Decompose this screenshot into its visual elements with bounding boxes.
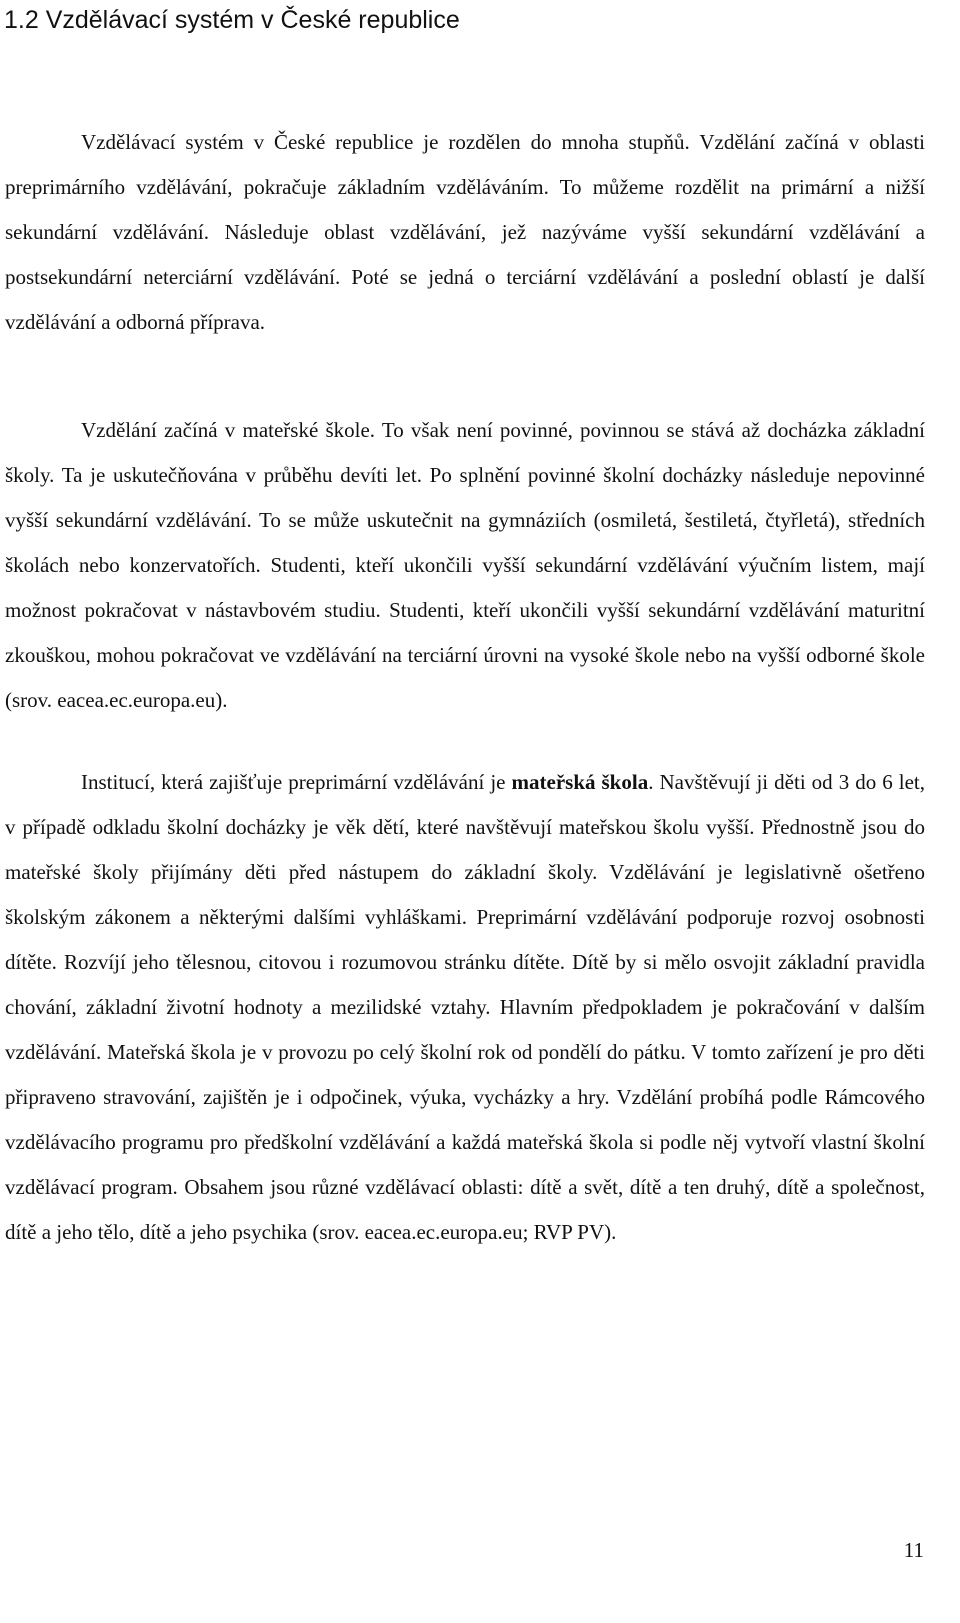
section-heading: 1.2 Vzdělávací systém v České republice [4, 6, 460, 34]
paragraph-school-stages: Vzdělání začíná v mateřské škole. To však není povinné, povinnou se stává až docházka základní školy. Ta je uskutečňována v průběhu devíti let. Po splnění povinné školní docházky následuje nepovinné vyšší sekundární vzdělávání. To se může uskutečnit na gymnáziích (osmiletá, šestiletá, čtyřletá), středních školách nebo konzervatořích. Studenti, kteří ukončili vyšší sekundární vzdělávání výučním listem, mají možnost pokračovat v nástavbovém studiu. Studenti, kteří ukončili vyšší sekundární vzdělávání maturitní zkouškou, mohou pokračovat ve vzdělávání na terciární úrovni na vysoké škole nebo na vyšší odborné škole (srov. eacea.ec.europa.eu). [5, 418, 925, 712]
page-number: 11 [903, 1538, 924, 1562]
paragraph-kindergarten-body: . Navštěvují ji děti od 3 do 6 let, v případě odkladu školní docházky je věk dětí, které navštěvují mateřskou školu vyšší. Přednostně jsou do mateřské školy přijímány děti před nástupem do základní školy. Vzdělávání je legislativně ošetřeno školským zákonem a některými dalšími vyhláškami. Preprimární vzdělávání podporuje rozvoj osobnosti dítěte. Rozvíjí jeho tělesnou, citovou i rozumovou stránku dítěte. Dítě by si mělo osvojit základní pravidla chování, základní životní hodnoty a mezilidské vztahy. Hlavním předpokladem je pokračování v dalším vzdělávání. Mateřská škola je v provozu po celý školní rok od pondělí do pátku. V tomto zařízení je pro děti připraveno stravování, zajištěn je i odpočinek, výuka, vycházky a hry. Vzdělání probíhá podle Rámcového vzdělávacího programu pro předškolní vzdělávání a každá mateřská škola si podle něj vytvoří vlastní školní vzdělávací program. Obsahem jsou různé vzdělávací oblasti: dítě a svět, dítě a ten druhý, dítě a společnost, dítě a jeho tělo, dítě a jeho psychika (srov. eacea.ec.europa.eu; RVP PV). [5, 770, 925, 1244]
paragraph-kindergarten-intro: Institucí, která zajišťuje preprimární vzdělávání je [81, 770, 512, 794]
kindergarten-term: mateřská škola [511, 770, 649, 794]
paragraph-kindergarten [5, 760, 925, 1255]
paragraph-education-system-overview: Vzdělávací systém v České republice je rozdělen do mnoha stupňů. Vzdělání začíná v oblasti preprimárního vzdělávání, pokračuje základním vzděláváním. To můžeme rozdělit na primární a nižší sekundární vzdělávání. Následuje oblast vzdělávání, jež nazýváme vyšší sekundární vzdělávání a postsekundární neterciární vzdělávání. Poté se jedná o terciární vzdělávání a poslední oblastí je další vzdělávání a odborná příprava. [5, 130, 925, 334]
